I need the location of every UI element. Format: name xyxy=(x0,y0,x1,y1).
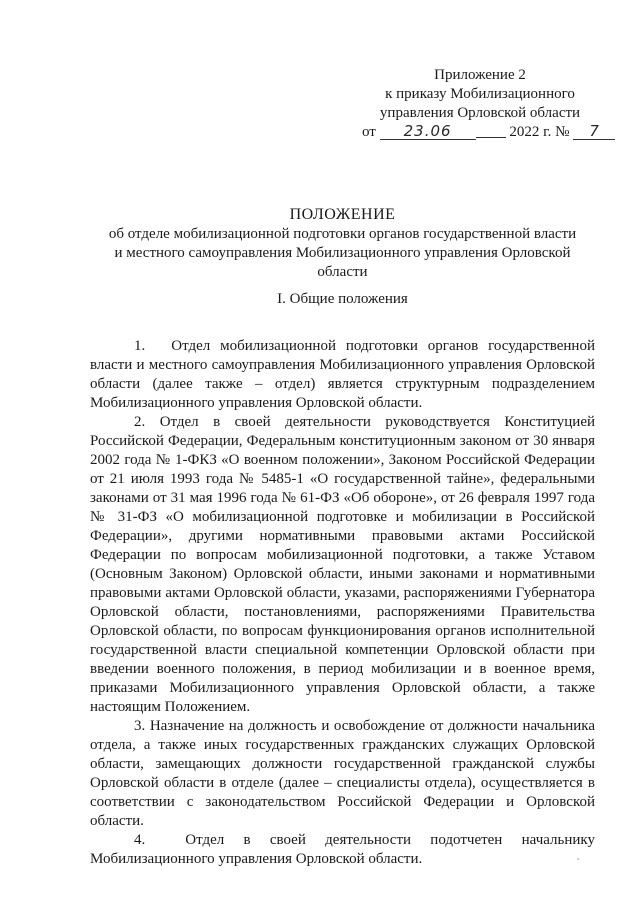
paragraph-text: Отдел мобилизационной подготовки органов государственной власти и местного самоуправления Мобилизационного управления Орловской области (далее также – отдел) является структурным подразделением Мобилизационного управления Орловской области. xyxy=(90,338,595,411)
date-blank-line xyxy=(476,123,506,138)
section-heading: I. Общие положения xyxy=(277,291,408,307)
paragraph-number: 3. xyxy=(134,718,146,734)
annex-prefix: от xyxy=(362,124,376,140)
annex-header xyxy=(362,66,598,142)
handwritten-number: 7 xyxy=(573,123,615,140)
annex-line-2: к приказу Мобилизационного xyxy=(385,86,575,102)
paragraph-text: Отдел в своей деятельности руководствуется Конституцией Российской Федерации, Федеральным конституционным законом от 30 января 2002 года № 1-ФКЗ «О военном положении», Законом Российской Федерации от 21 июля 1993 года № 5485-1 «О государственной тайне», федеральными законами от 31 мая 1996 года № 61-ФЗ «Об обороне», от 26 февраля 1997 года № 31-ФЗ «О мобилизационной подготовке и мобилизации в Российской Федерации», другими нормативными правовыми актами Российской Федерации по вопросам мобилизационной подготовки, а также Уставом (Основным Законом) Орловской области, иными законами и нормативными правовыми актами Орловской области, указами, распоряжениями Губернатора Орловской области, постановлениями, распоряжениями Правительства Орловской области, по вопросам функционирования органов исполнительной государственной власти специальной компетенции Орловской области при введении военного положения, в период мобилизации и в военное время, приказами Мобилизационного управления Орловской области, а также настоящим Положением. xyxy=(90,414,596,715)
paragraph-number: 2. xyxy=(134,414,146,430)
document-subtitle-line-1: об отделе мобилизационной подготовки органов государственной власти xyxy=(108,226,577,242)
annex-year-text: 2022 г. № xyxy=(509,124,570,140)
paragraph-number: 4. xyxy=(134,832,146,848)
paragraph-1 xyxy=(90,337,595,413)
paragraph-2 xyxy=(90,413,595,717)
document-title: ПОЛОЖЕНИЕ xyxy=(289,206,396,223)
annex-line-1: Приложение 2 xyxy=(434,67,526,83)
annex-date-number-line xyxy=(362,123,598,142)
paragraph-4 xyxy=(90,831,595,869)
document-subtitle-line-2: и местного самоуправления Мобилизационного управления Орловской области xyxy=(114,245,571,280)
scan-speck xyxy=(577,858,579,860)
paragraph-text: Назначение на должность и освобождение от должности начальника отдела, а также иных государственных гражданских служащих Орловской области, замещающих должности государственной гражданской службы Орловской области в отделе (далее – специалисты отдела), осуществляется в соответствии с законодательством Российской Федерации и Орловской области. xyxy=(90,718,595,829)
paragraph-number: 1. xyxy=(134,338,146,354)
document-body xyxy=(90,337,595,869)
paragraph-3 xyxy=(90,717,595,831)
paragraph-text: Отдел в своей деятельности подотчетен начальнику Мобилизационного управления Орловской области. xyxy=(90,832,595,867)
annex-line-3: управления Орловской области xyxy=(379,105,581,121)
document-title-block xyxy=(90,205,595,282)
handwritten-date: 23.06 xyxy=(380,123,476,140)
